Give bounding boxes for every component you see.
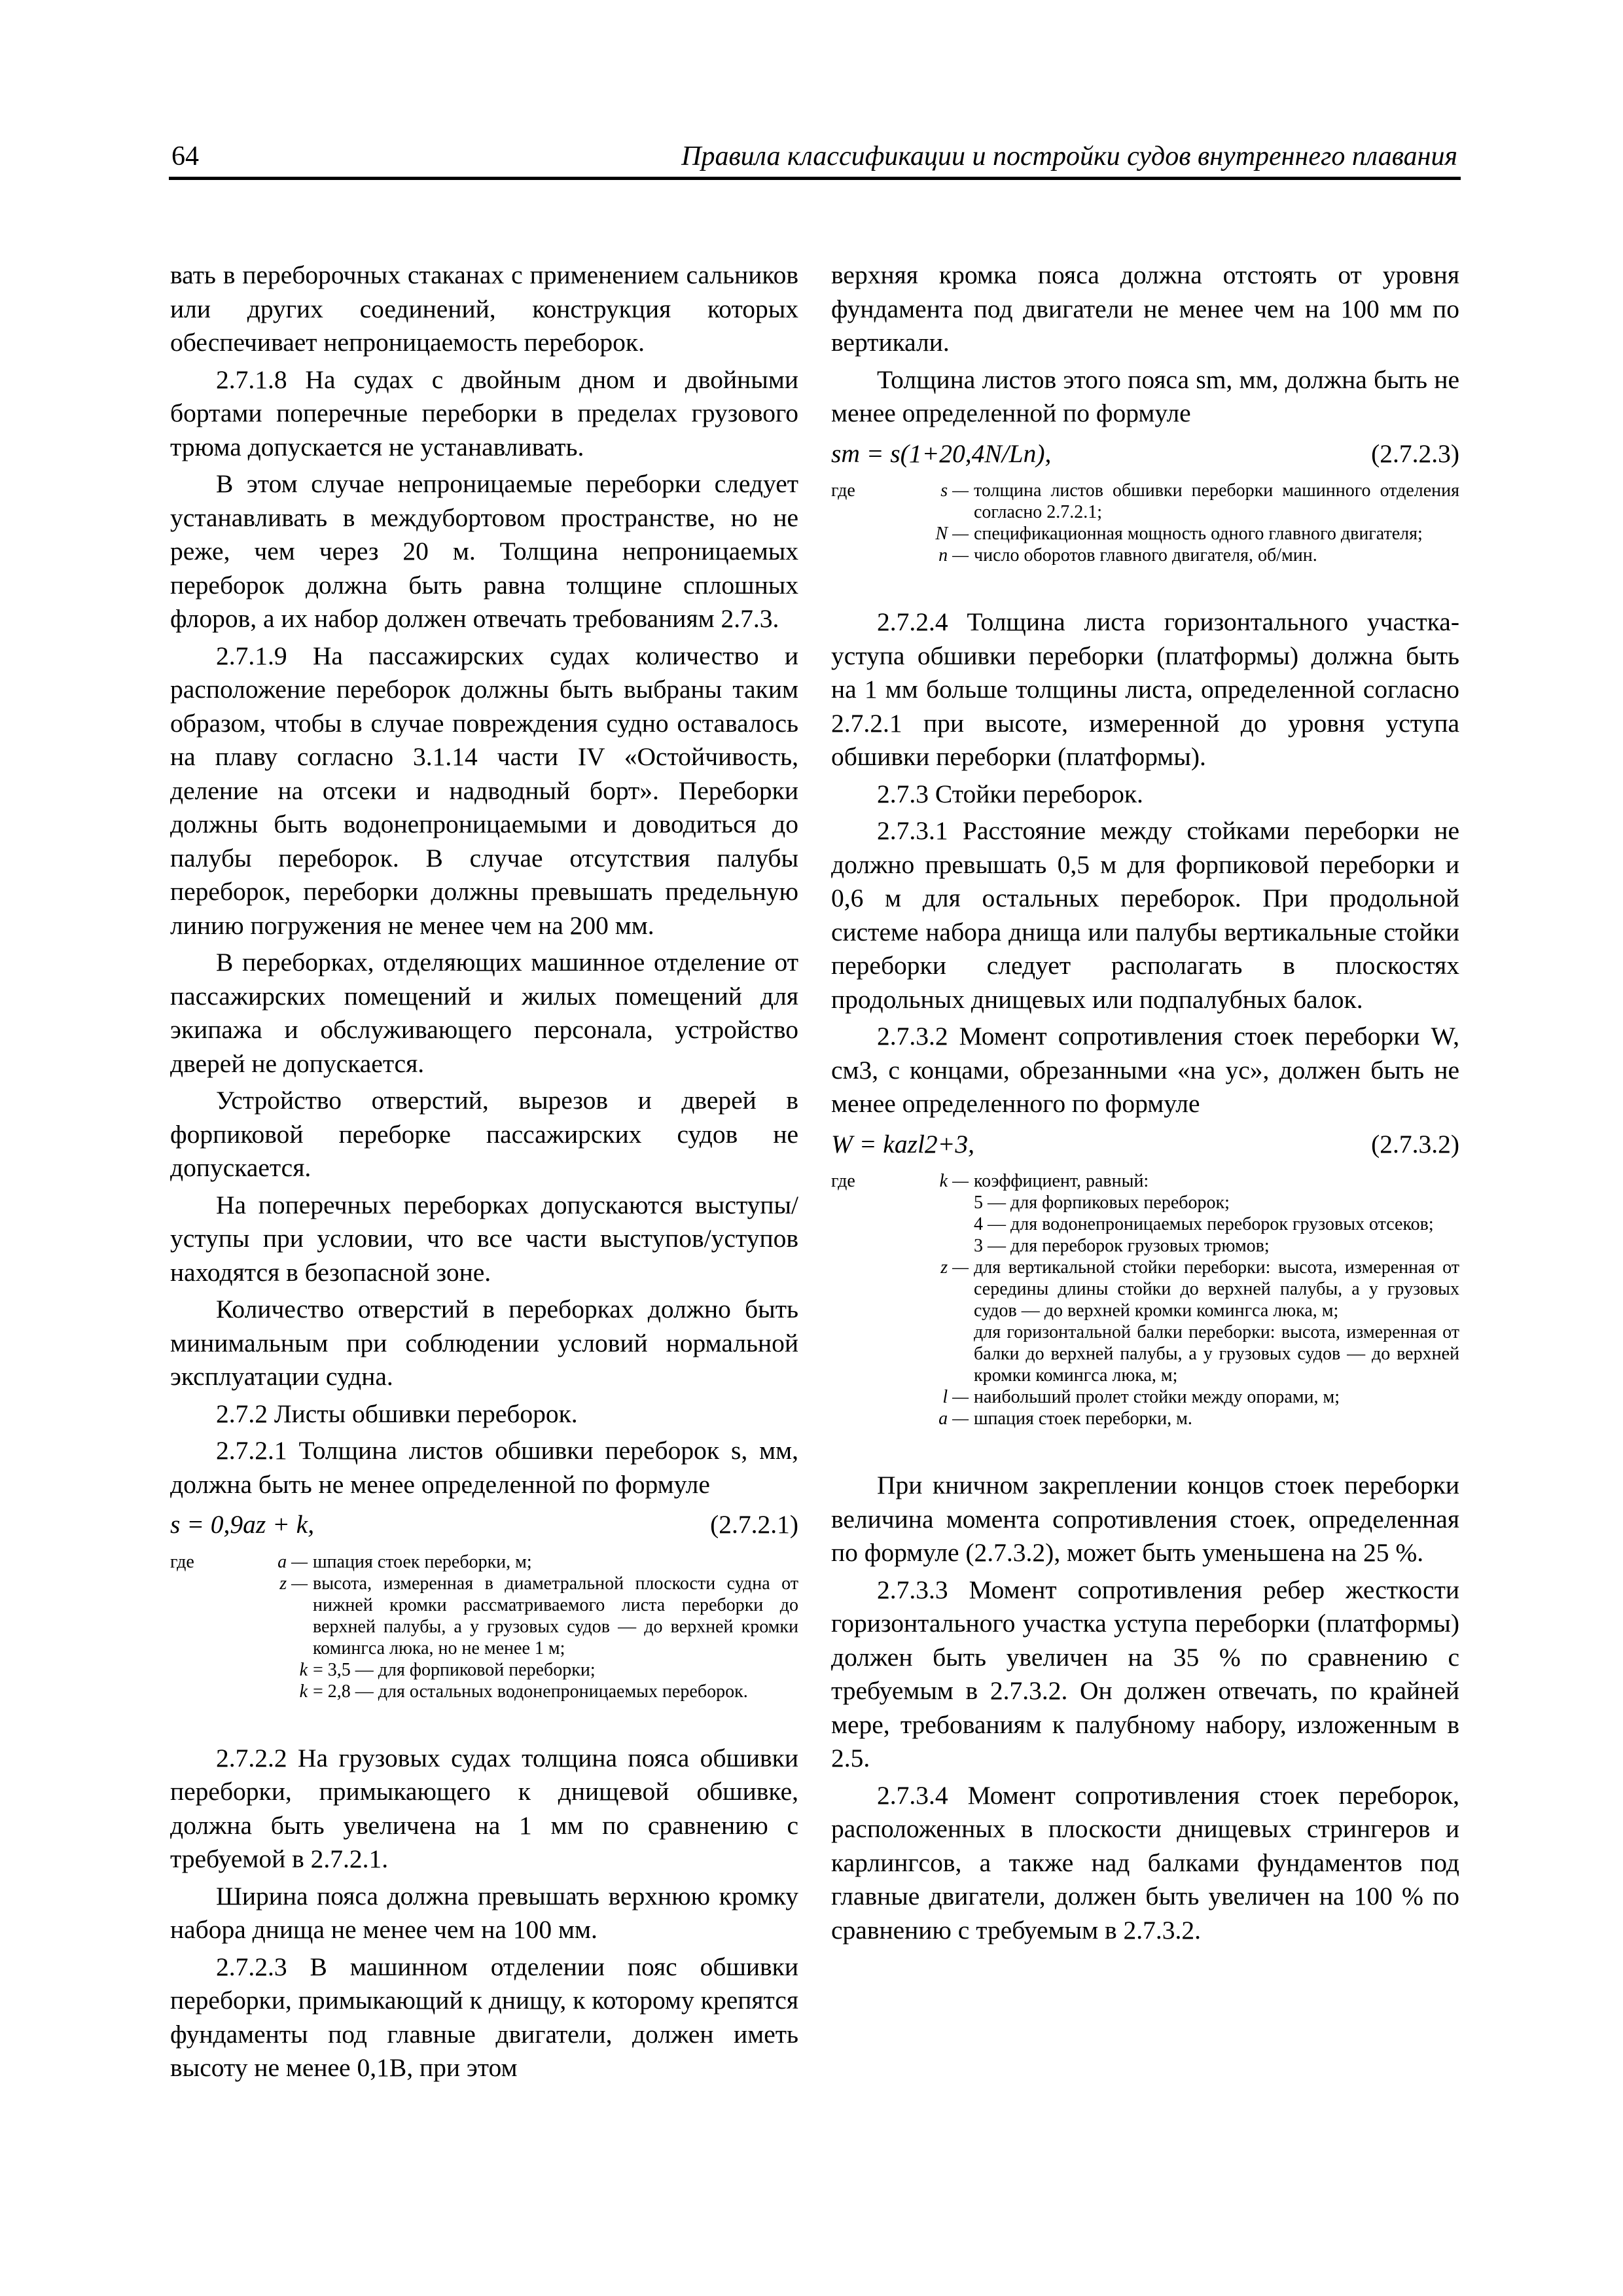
legend-item: n — число оборотов главного двигателя, об/мин. xyxy=(938,545,1317,565)
formula-legend xyxy=(831,1170,1459,1429)
section-heading: 2.7.2 Листы обшивки переборок. xyxy=(216,1399,578,1428)
paragraph: 2.7.3.2 Момент сопротивления стоек переборки W, см3, с концами, обрезанными «на ус», должен быть не менее определенного по формуле xyxy=(831,1022,1459,1118)
legend-item: k = 3,5 — для форпиковой переборки; xyxy=(299,1659,596,1680)
formula-number: (2.7.2.1) xyxy=(710,1510,798,1539)
formula-row xyxy=(831,437,1459,471)
paragraph: Толщина листов этого пояса sm, мм, должна быть не менее определенной по формуле xyxy=(831,365,1459,427)
formula-legend xyxy=(831,480,1459,566)
paragraph: В этом случае непроницаемые переборки следует устанавливать в междубортовом пространстве, но не реже, чем через 20 м. Толщина непроницаемых переборок должна быть равна толщине сплошных флоров, а их набор должен отвечать требованиям 2.7.3. xyxy=(170,469,798,633)
formula-number: (2.7.2.3) xyxy=(1371,439,1459,468)
paragraph: 2.7.2.4 Толщина листа горизонтального участка-уступа обшивки переборки (платформы) должна быть на 1 мм больше толщины листа, определенной согласно 2.7.2.1 при высоте, измеренной до уровня уступа обшивки переборки (платформы). xyxy=(831,607,1459,771)
legend-item: z — высота, измеренная в диаметральной плоскости судна от нижней кромки рассматриваемого листа переборки до верхней палубы, а у грузовых судов — до верхней кромки комингса люка, но не менее 1 м; xyxy=(279,1573,798,1659)
header-rule xyxy=(169,177,1461,180)
legend-item: a — шпация стоек переборки, м; xyxy=(277,1551,532,1572)
right-column xyxy=(831,259,1459,1950)
paragraph: Количество отверстий в переборках должно быть минимальным при соблюдении условий нормальной эксплуатации судна. xyxy=(170,1295,798,1391)
where-label: где xyxy=(831,1171,855,1191)
formula: s = 0,9az + k, xyxy=(170,1510,315,1539)
paragraph: 2.7.2.1 Толщина листов обшивки переборок s, мм, должна быть не менее определенной по формуле xyxy=(170,1436,798,1499)
legend-subitem: 3 — для переборок грузовых трюмов; xyxy=(974,1236,1270,1256)
formula-number: (2.7.3.2) xyxy=(1371,1129,1459,1158)
legend-item: N — спецификационная мощность одного главного двигателя; xyxy=(935,524,1423,544)
paragraph: 2.7.2.2 На грузовых судах толщина пояса обшивки переборки, примыкающего к днищевой обшивке, должна быть увеличена на 1 мм по сравнению с требуемой в 2.7.2.1. xyxy=(170,1743,798,1873)
formula: W = kazl2+3, xyxy=(831,1129,974,1158)
where-label: где xyxy=(831,480,855,501)
formula-row xyxy=(831,1128,1459,1162)
left-column xyxy=(170,259,798,2089)
legend-item: a — шпация стоек переборки, м. xyxy=(938,1408,1192,1429)
formula-legend xyxy=(170,1551,798,1702)
paragraph: 2.7.3.4 Момент сопротивления стоек переборок, расположенных в плоскости днищевых стрингеров и карлингсов, а также над балками фундаментов под главные двигатели, должен быть увеличен на 100 % по сравнению с требуемым в 2.7.3.2. xyxy=(831,1780,1459,1945)
legend-subitem: 4 — для водонепроницаемых переборок грузовых отсеков; xyxy=(974,1214,1434,1234)
running-title: Правила классификации и постройки судов внутреннего плавания xyxy=(681,141,1457,171)
paragraph: 2.7.1.8 На судах с двойным дном и двойными бортами поперечные переборки в пределах грузового трюма допускается не устанавливать. xyxy=(170,365,798,461)
formula-row xyxy=(170,1508,798,1542)
legend-item: z — для вертикальной стойки переборки: высота, измеренная от середины длины стойки до верхней палубы, а у грузовых судов — до верхней кромки комингса люка, м; xyxy=(940,1257,1459,1321)
legend-item: s — толщина листов обшивки переборки машинного отделения согласно 2.7.2.1; xyxy=(940,480,1459,522)
paragraph: При кничном закреплении концов стоек переборки величина момента сопротивления стоек, определенная по формуле (2.7.3.2), может быть уменьшена на 25 %. xyxy=(831,1471,1459,1567)
legend-item: k = 2,8 — для остальных водонепроницаемых переборок. xyxy=(299,1681,748,1702)
paragraph: Устройство отверстий, вырезов и дверей в форпиковой переборке пассажирских судов не допускается. xyxy=(170,1086,798,1182)
paragraph: В переборках, отделяющих машинное отделение от пассажирских помещений и жилых помещений для экипажа и обслуживающего персонала, устройство дверей не допускается. xyxy=(170,948,798,1078)
legend-item: l — наибольший пролет стойки между опорами, м; xyxy=(942,1387,1340,1407)
paragraph: Ширина пояса должна превышать верхнюю кромку набора днища не менее чем на 100 мм. xyxy=(170,1881,798,1944)
paragraph: На поперечных переборках допускаются выступы/уступы при условии, что все части выступов/уступов находятся в безопасной зоне. xyxy=(170,1190,798,1287)
paragraph: 2.7.1.9 На пассажирских судах количество и расположение переборок должны быть выбраны таким образом, чтобы в случае повреждения судно оставалось на плаву согласно 3.1.14 части IV «Остойчивость, деление на отсеки и надводный борт». Переборки должны быть водонепроницаемыми и доводиться до палубы переборок. В случае отсутствия палубы переборок, переборки должны превышать предельную линию погружения не менее чем на 200 мм. xyxy=(170,641,798,940)
formula: sm = s(1+20,4N/Ln), xyxy=(831,439,1052,468)
legend-item: k — коэффициент, равный: xyxy=(939,1171,1149,1191)
paragraph: 2.7.3.3 Момент сопротивления ребер жесткости горизонтального участка уступа переборки (платформы) должен быть увеличен на 35 % по сравнению с требуемым в 2.7.3.2. Он должен отвечать, по крайней мере, требованиям к палубному набору, изложенным в 2.5. xyxy=(831,1575,1459,1772)
page-number: 64 xyxy=(171,141,199,171)
paragraph: 2.7.3.1 Расстояние между стойками переборки не должно превышать 0,5 м для форпиковой переборки и 0,6 м для остальных переборок. При продольной системе набора днища или палубы вертикальные стойки переборки следует располагать в плоскостях продольных днищевых или подпалубных балок. xyxy=(831,816,1459,1014)
where-label: где xyxy=(170,1551,194,1572)
legend-subitem: 5 — для форпиковых переборок; xyxy=(974,1193,1230,1213)
paragraph: 2.7.2.3 В машинном отделении пояс обшивки переборки, примыкающий к днищу, к которому крепятся фундаменты под главные двигатели, должен иметь высоту не менее 0,1B, при этом xyxy=(170,1952,798,2082)
legend-subitem: для горизонтальной балки переборки: высота, измеренная от балки до верхней палубы, а у грузовых судов — до верхней кромки комингса люка, м; xyxy=(974,1322,1459,1386)
paragraph: вать в переборочных стаканах с применением сальников или других соединений, конструкция которых обеспечивает непроницаемость переборок. xyxy=(170,260,798,357)
paragraph: верхняя кромка пояса должна отстоять от уровня фундамента под двигатели не менее чем на 100 мм по вертикали. xyxy=(831,260,1459,357)
section-heading: 2.7.3 Стойки переборок. xyxy=(877,779,1143,808)
